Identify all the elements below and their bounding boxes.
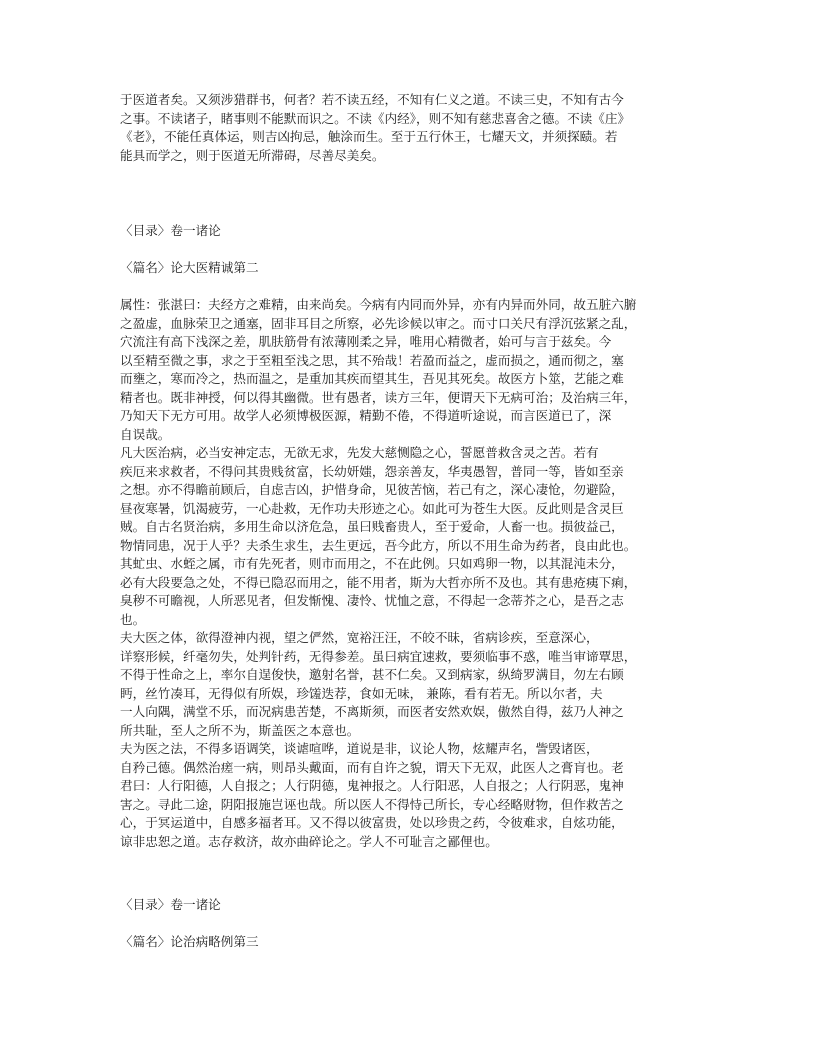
text-line: 夫为医之法，不得多语调笑，谈谑喧哗，道说是非，议论人物，炫耀声名，訾毁诸医，: [120, 741, 599, 756]
text-line: 属性：张湛曰：夫经方之难精，由来尚矣。今病有内同而外异，亦有内异而外同，故五脏六腑: [120, 297, 637, 312]
text-line: 于医道者矣。又须涉猎群书，何者？若不读五经，不知有仁义之道。不读三史，不知有古今: [120, 92, 624, 107]
text-line: 疾厄来求救者，不得问其贵贱贫富，长幼妍媸，怨亲善友，华夷愚智，普同一等，皆如至亲: [120, 463, 624, 479]
text-line: 不得于性命之上，率尔自逞俊快，邀射名誉，甚不仁矣。又到病家，纵绮罗满目，勿左右顾: [120, 667, 624, 682]
chapter-2-body: [120, 296, 700, 851]
text-line: 以至精至微之事，求之于至粗至浅之思，其不殆哉！若盈而益之，虚而损之，通而彻之，塞: [120, 352, 624, 368]
text-line: 其虻虫、水蛭之属，市有先死者，则市而用之，不在此例。只如鸡卵一物，以其混沌未分，: [120, 556, 624, 571]
text-line: 凡大医治病，必当安神定志，无欲无求，先发大慈恻隐之心，誓愿普救含灵之苦。若有: [120, 445, 599, 460]
catalog-heading-1: 〈目录〉卷一诸论: [120, 223, 221, 238]
text-line: 自矜己德。偶然治瘥一病，则昂头戴面，而有自许之貌，谓天下无双，此医人之膏肓也。老: [120, 759, 624, 775]
text-line: 而壅之，寒而冷之，热而温之，是重加其疾而望其生，吾见其死矣。故医方卜筮，艺能之难: [120, 371, 624, 386]
text-line: 之想。亦不得瞻前顾后，自虑吉凶，护惜身命，见彼苦恼，若己有之，深心凄怆，勿避险，: [120, 482, 624, 497]
text-line: 之盈虚，血脉荣卫之通塞，固非耳目之所察，必先诊候以审之。而寸口关尺有浮沉弦紧之乱，: [120, 315, 637, 331]
text-line: 能具而学之，则于医道无所滞碍，尽善尽美矣。: [120, 147, 385, 163]
text-line: 眄，丝竹凑耳，无得似有所娱，珍馐迭荐，食如无味， 兼陈，看有若无。所以尔者，夫: [120, 685, 603, 701]
text-line: 夫大医之体，欲得澄神内视，望之俨然，宽裕汪汪，不皎不昧，省病诊疾，至意深心，: [120, 630, 599, 645]
text-line: 必有大段要急之处，不得已隐忍而用之，能不用者，斯为大哲亦所不及也。其有患疮痍下痢，: [120, 574, 637, 590]
text-line: 之事。不读诸子，睹事则不能默而识之。不读《内经》，则不知有慈悲喜舍之德。不读《庄》: [120, 110, 631, 126]
text-line: 自误哉。: [120, 426, 171, 442]
text-line: 昼夜寒暑，饥渴疲劳，一心赴救，无作功夫形迹之心。如此可为苍生大医。反此则是含灵巨: [120, 500, 624, 516]
text-line: 物情同患，况于人乎？夫杀生求生，去生更远，吾今此方，所以不用生命为药者，良由此也。: [120, 537, 637, 553]
text-line: 乃知天下无方可用。故学人必须博极医源，精勤不倦，不得道听途说，而言医道已了，深: [120, 408, 612, 423]
intro-paragraph: [120, 91, 700, 165]
text-line: 心，于冥运道中，自感多福者耳。又不得以彼富贵，处以珍贵之药，令彼难求，自炫功能，: [120, 815, 624, 830]
catalog-heading-2: 〈目录〉卷一诸论: [120, 897, 221, 912]
text-line: 害之。寻此二途，阴阳报施岂诬也哉。所以医人不得恃己所长，专心经略财物，但作救苦之: [120, 796, 624, 812]
text-line: 贼。自古名贤治病，多用生命以济危急，虽曰贱畜贵人，至于爱命，人畜一也。损彼益己，: [120, 519, 624, 534]
text-line: 谅非忠恕之道。志存救济，故亦曲碎论之。学人不可耻言之鄙俚也。: [120, 833, 498, 849]
text-line: 所共耻，至人之所不为，斯盖医之本意也。: [120, 722, 360, 738]
text-line: 《老》，不能任真体运，则吉凶拘忌，触涂而生。至于五行休王，七耀天文，并须探赜。若: [120, 129, 618, 144]
text-line: 穴流注有高下浅深之差，肌肤筋骨有浓薄刚柔之异，唯用心精微者，始可与言于兹矣。今: [120, 334, 612, 349]
text-line: 一人向隅，满堂不乐，而况病患苦楚，不离斯须，而医者安然欢娱，傲然自得，兹乃人神之: [120, 704, 624, 719]
chapter-heading-2: 〈篇名〉论大医精诚第二: [120, 260, 259, 275]
text-line: 也。: [120, 611, 146, 627]
text-line: 臭秽不可瞻视，人所恶见者，但发惭愧、凄怜、忧恤之意，不得起一念蒂芥之心，是吾之志: [120, 593, 624, 608]
text-line: 君曰：人行阳德，人自报之；人行阴德，鬼神报之。人行阳恶，人自报之；人行阴恶，鬼神: [120, 778, 624, 793]
text-line: 详察形候，纤毫勿失，处判针药，无得参差。虽曰病宜速救，要须临事不惑，唯当审谛覃思，: [120, 648, 637, 664]
text-line: 精者也。既非神授，何以得其幽微。世有愚者，读方三年，便谓天下无病可治；及治病三年，: [120, 389, 637, 405]
chapter-heading-3: 〈篇名〉论治病略例第三: [120, 934, 259, 949]
